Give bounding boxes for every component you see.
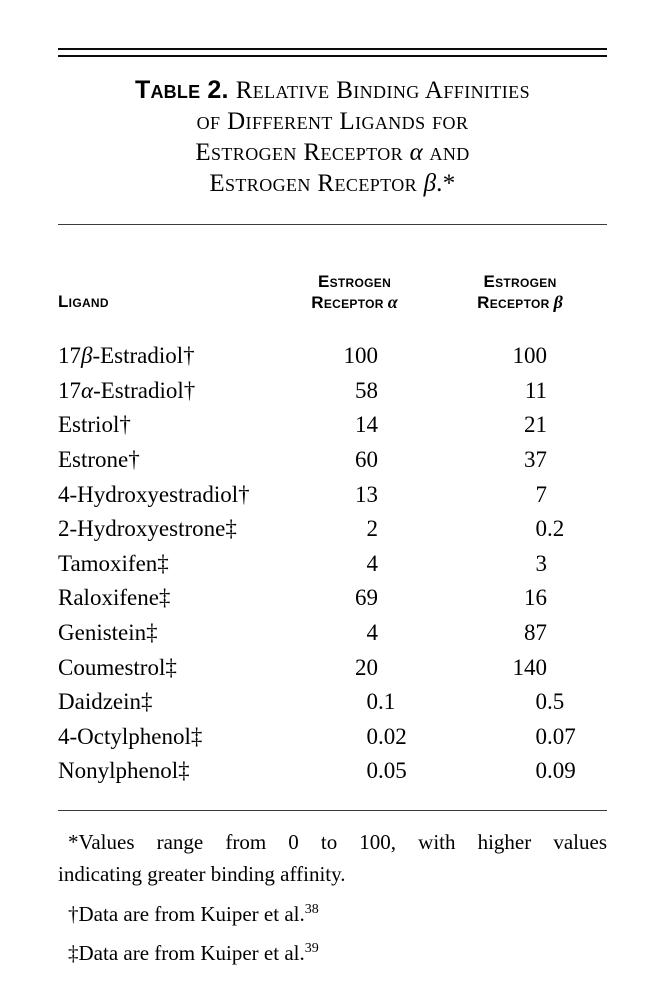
- ligand-cell: 17α-Estradiol†: [58, 377, 196, 403]
- er-beta-value: 0 .5: [535, 689, 565, 715]
- footnote-dagger: †Data are from Kuiper et al.$^{38}$: [68, 901, 319, 926]
- alpha-symbol: α: [409, 139, 423, 166]
- er-alpha-value: 69: [355, 585, 378, 611]
- alpha-symbol: α: [387, 292, 398, 312]
- title-line-2: of Different Ligands for: [196, 108, 469, 135]
- ligand-cell: Nonylphenol‡: [58, 758, 190, 784]
- beta-symbol: β: [423, 170, 437, 197]
- footnote-double-dagger: ‡Data are from Kuiper et al.$^{39}$: [68, 940, 319, 965]
- table-row: [58, 720, 607, 755]
- er-alpha-value: 60: [355, 447, 378, 473]
- table-row: [58, 512, 607, 547]
- footnote-star: *Values range from 0 to 100, with higher values indicating greater binding affinity.: [58, 829, 607, 886]
- table-header-row: [58, 261, 607, 313]
- ligand-cell: Estrone†: [58, 447, 140, 473]
- table-row: [58, 685, 607, 720]
- table-row: [58, 650, 607, 685]
- er-beta-value: 21: [524, 412, 547, 438]
- er-alpha-value: 2: [366, 516, 378, 542]
- table-number: Table 2.: [135, 76, 229, 104]
- er-alpha-value: 58: [355, 377, 378, 403]
- er-beta-value: 100: [512, 343, 547, 369]
- footnotes: [58, 826, 607, 968]
- ligand-cell: 2-Hydroxyestrone‡: [58, 516, 237, 542]
- er-beta-value: 0 .07: [535, 723, 576, 749]
- title-text: Relative Binding Affinities: [235, 77, 530, 104]
- er-beta-value: 3: [535, 550, 547, 576]
- ligand-cell: 17β-Estradiol†: [58, 343, 195, 369]
- title-line-4: Estrogen Receptor β.*: [209, 170, 456, 197]
- table-row: [58, 754, 607, 789]
- table-row: [58, 547, 607, 582]
- er-alpha-value: 4: [366, 620, 378, 646]
- er-alpha-value: 20: [355, 654, 378, 680]
- table-row: [58, 339, 607, 374]
- er-beta-value: 37: [524, 447, 547, 473]
- bottom-rule: [58, 810, 607, 811]
- table-row: [58, 477, 607, 512]
- ligand-cell: 4-Hydroxyestradiol†: [58, 481, 250, 507]
- er-alpha-value: 100: [343, 343, 378, 369]
- er-alpha-value: 0 .1: [366, 689, 396, 715]
- ligand-cell: Raloxifene‡: [58, 585, 171, 611]
- table-row: [58, 408, 607, 443]
- table-row: [58, 443, 607, 478]
- top-double-rule: [58, 48, 607, 57]
- table-row: [58, 616, 607, 651]
- header-rule: [58, 224, 607, 225]
- er-beta-value: 7: [535, 481, 547, 507]
- er-beta-value: 87: [524, 620, 547, 646]
- er-beta-value: 11: [524, 377, 547, 403]
- reference-number: 39: [304, 940, 319, 956]
- er-alpha-value: 0 .02: [366, 723, 407, 749]
- title-line-1: [58, 75, 607, 106]
- ligand-cell: Coumestrol‡: [58, 654, 177, 680]
- table-title: [58, 75, 607, 199]
- ligand-cell: Estriol†: [58, 412, 131, 438]
- table-body: [58, 339, 607, 789]
- beta-symbol: β: [553, 292, 563, 312]
- ligand-cell: 4-Octylphenol‡: [58, 723, 203, 749]
- column-header-er-alpha: Estrogen Receptor α: [311, 272, 398, 312]
- ligand-cell: Daidzein‡: [58, 689, 153, 715]
- ligand-cell: Genistein‡: [58, 620, 158, 646]
- table-row: [58, 374, 607, 409]
- title-line-3: Estrogen Receptor α and: [195, 139, 470, 166]
- er-beta-value: 16: [524, 585, 547, 611]
- er-alpha-value: 13: [355, 481, 378, 507]
- er-alpha-value: 4: [366, 550, 378, 576]
- column-header-ligand: Ligand: [58, 292, 109, 311]
- er-beta-value: 0 .09: [535, 758, 576, 784]
- er-beta-value: 140: [512, 654, 547, 680]
- reference-number: 38: [304, 901, 319, 917]
- er-beta-value: 0 .2: [535, 516, 565, 542]
- er-alpha-value: 0 .05: [366, 758, 407, 784]
- column-header-er-beta: Estrogen Receptor β: [477, 272, 563, 312]
- ligand-cell: Tamoxifen‡: [58, 550, 169, 576]
- table-content: [58, 48, 607, 968]
- er-alpha-value: 14: [355, 412, 378, 438]
- table-row: [58, 581, 607, 616]
